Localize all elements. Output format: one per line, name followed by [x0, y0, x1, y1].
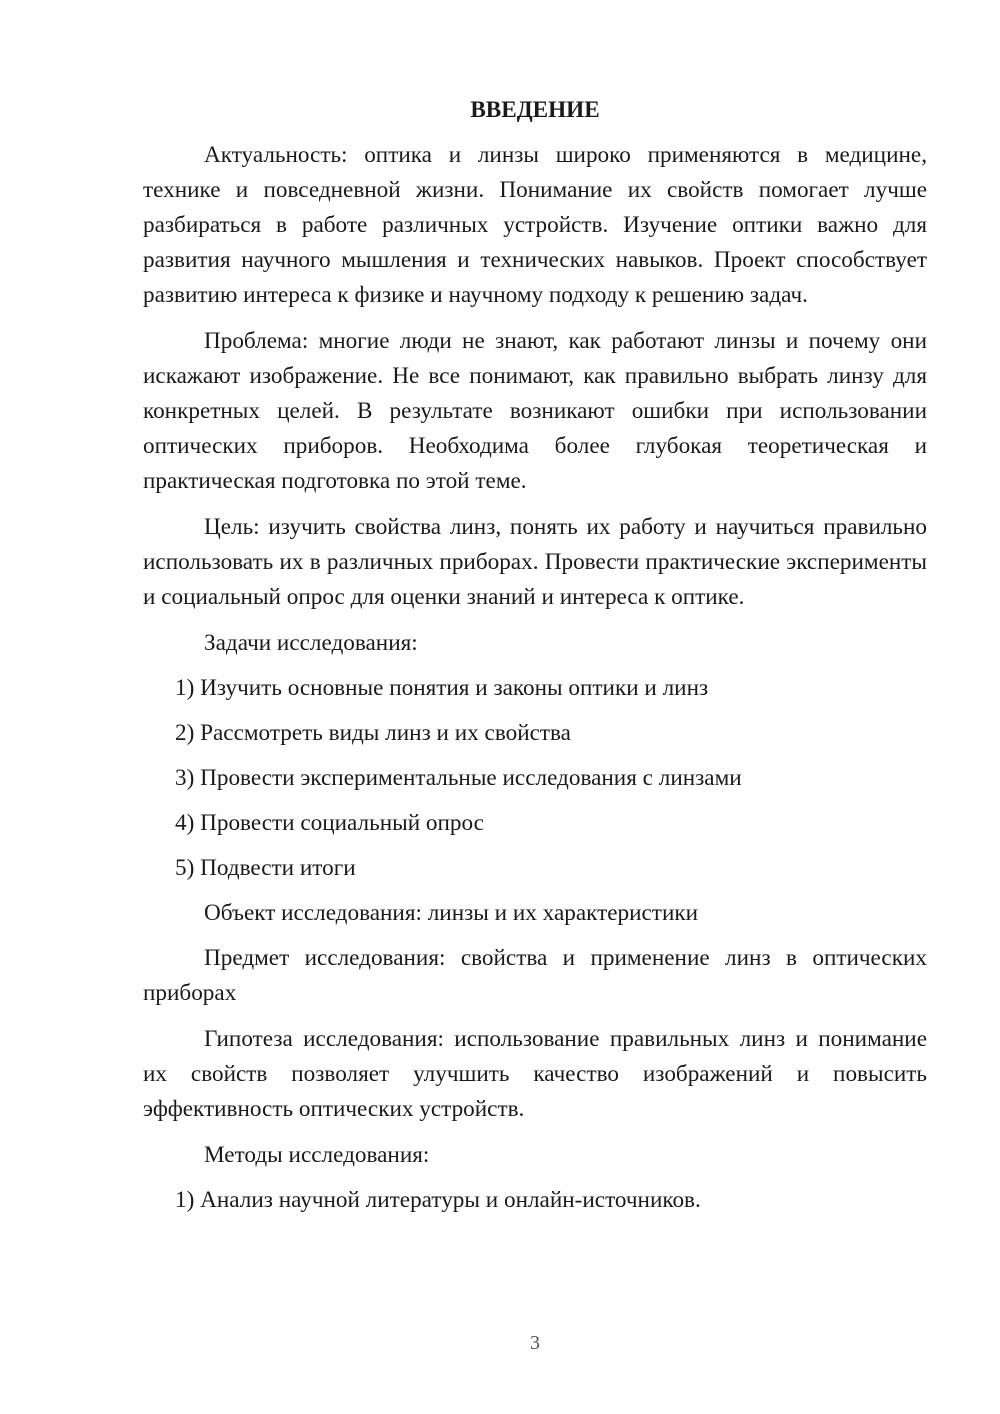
methods-heading: Методы исследования: [204, 1142, 430, 1168]
page-number: 3 [530, 1332, 540, 1354]
task-item-1: 1) Изучить основные понятия и законы оптики и линз [175, 675, 709, 701]
subject-paragraph: Предмет исследования: свойства и применение линз в оптических приборах [143, 945, 927, 1006]
task-item-4: 4) Провести социальный опрос [175, 810, 484, 836]
problem-paragraph: Проблема: многие люди не знают, как работают линзы и почему они искажают изображение. Не все понимают, как правильно выбрать линзу для конкретных целей. В результате возникают ошибки при использовании оптических приборов. Необходима более глубокая теоретическая и практическая подготовка по этой теме. [143, 328, 927, 494]
task-item-5: 5) Подвести итоги [175, 855, 356, 881]
object-line: Объект исследования: линзы и их характеристики [204, 900, 699, 926]
page-content [143, 93, 927, 1228]
hypothesis-paragraph: Гипотеза исследования: использование правильных линз и понимание их свойств позволяет улучшить качество изображений и повысить эффективность оптических устройств. [143, 1026, 927, 1122]
task-item-2: 2) Рассмотреть виды линз и их свойства [175, 720, 571, 746]
tasks-heading: Задачи исследования: [204, 630, 418, 656]
task-item-3: 3) Провести экспериментальные исследования с линзами [175, 765, 742, 791]
method-item-1: 1) Анализ научной литературы и онлайн-источников. [175, 1187, 701, 1213]
goal-paragraph: Цель: изучить свойства линз, понять их работу и научиться правильно использовать их в различных приборах. Провести практические эксперименты и социальный опрос для оценки знаний и интереса к оптике. [143, 514, 927, 610]
actuality-paragraph: Актуальность: оптика и линзы широко применяются в медицине, технике и повседневной жизни. Понимание их свойств помогает лучше разбираться в работе различных устройств. Изучение оптики важно для развития научного мышления и технических навыков. Проект способствует развитию интереса к физике и научному подходу к решению задач. [143, 142, 927, 308]
page-title: ВВЕДЕНИЕ [470, 97, 600, 123]
